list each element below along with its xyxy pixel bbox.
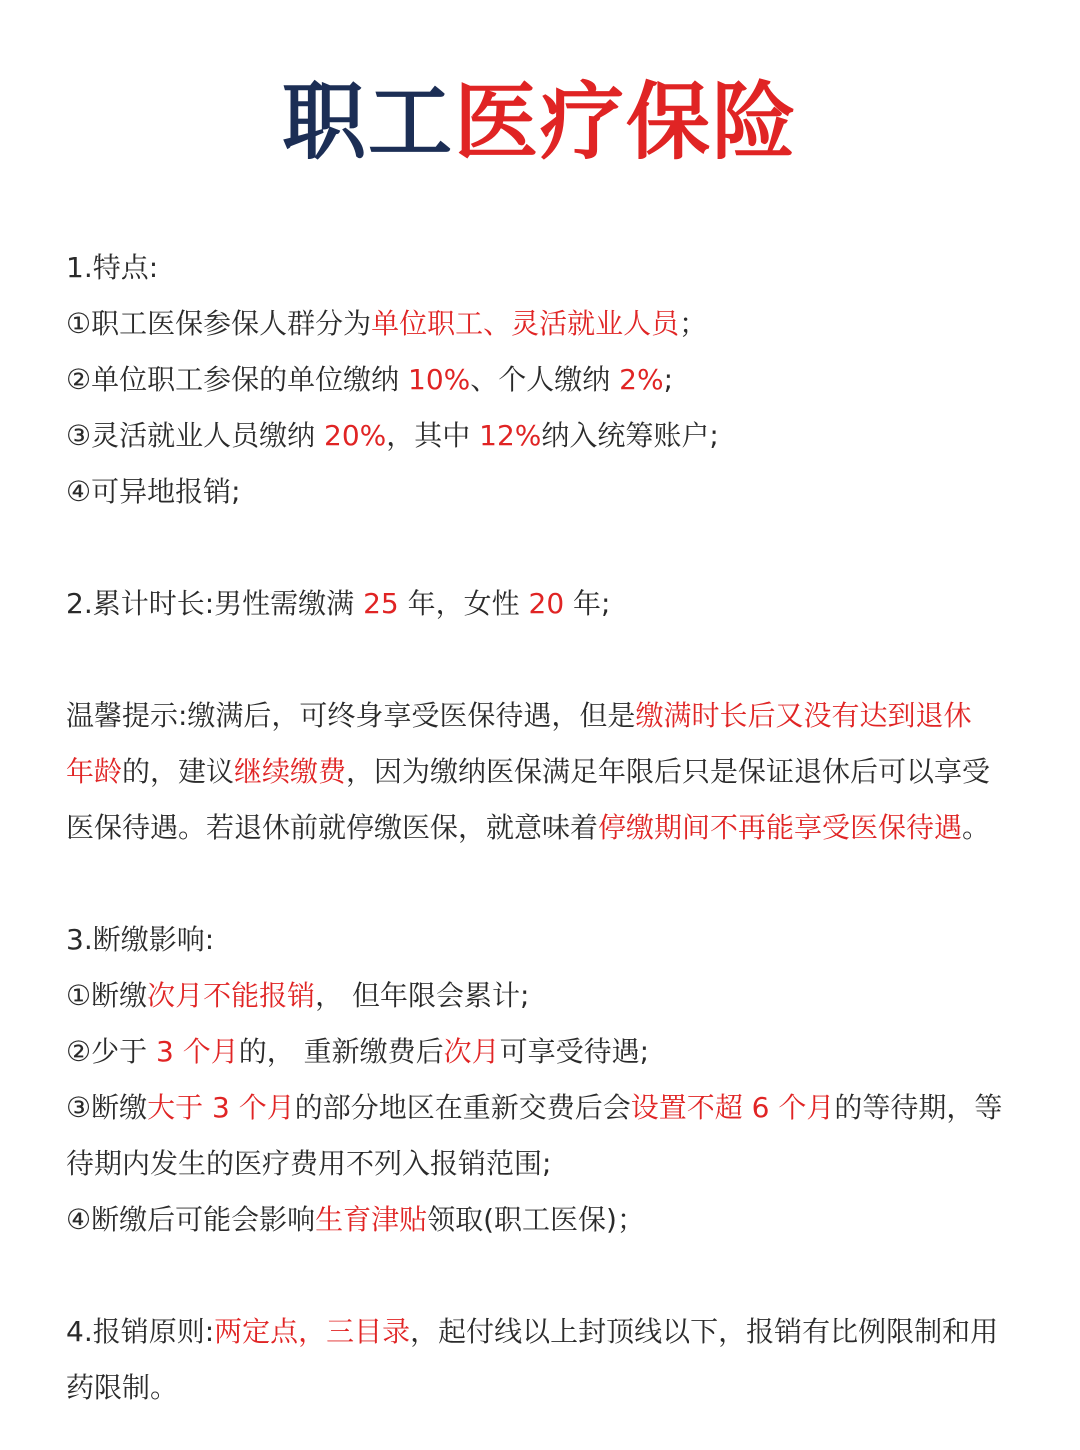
section-3-heading: 3.断缴影响: [66,923,215,956]
section-3-item-3: ③断缴大于 3 个月的部分地区在重新交费后会设置不超 6 个月的等待期，等 [66,1091,1003,1124]
section-3-item-4: ④断缴后可能会影响生育津贴领取(职工医保)； [66,1203,645,1236]
spacer [66,1248,1026,1304]
section-2-duration: 2.累计时长:男性需缴满 25 年，女性 20 年; [66,587,611,620]
tip-line-2: 年龄的，建议继续缴费，因为缴纳医保满足年限后只是保证退休后可以享受 [66,755,991,788]
section-4-principle: 4.报销原则:两定点，三目录，起付线以上封顶线以下，报销有比例限制和用 [66,1315,999,1348]
section-3-item-2: ②少于 3 个月的， 重新缴费后次月可享受待遇; [66,1035,650,1068]
spacer [66,856,1026,912]
section-3-item-3-continued: 待期内发生的医疗费用不列入报销范围; [66,1147,552,1180]
title-part-1: 职工 [281,73,454,171]
tip-line-3: 医保待遇。若退休前就停缴医保，就意味着停缴期间不再能享受医保待遇。 [66,811,991,844]
page-title [0,72,1080,172]
section-1-item-2: ②单位职工参保的单位缴纳 10%、个人缴纳 2%; [66,363,674,396]
section-4-principle-continued: 药限制。 [66,1371,179,1404]
article-body [66,240,1026,1416]
section-3-item-1: ①断缴次月不能报销， 但年限会累计; [66,979,530,1012]
title-part-2: 医疗保险 [454,73,799,171]
section-1-item-1: ①职工医保参保人群分为单位职工、灵活就业人员； [66,307,708,340]
spacer [66,520,1026,576]
section-1-item-3: ③灵活就业人员缴纳 20%，其中 12%纳入统筹账户; [66,419,719,452]
tip-line-1: 温馨提示:缴满后，可终身享受医保待遇，但是缴满时长后又没有达到退休 [66,699,972,732]
spacer [66,632,1026,688]
section-1-item-4: ④可异地报销; [66,475,241,508]
section-1-heading: 1.特点: [66,251,159,284]
